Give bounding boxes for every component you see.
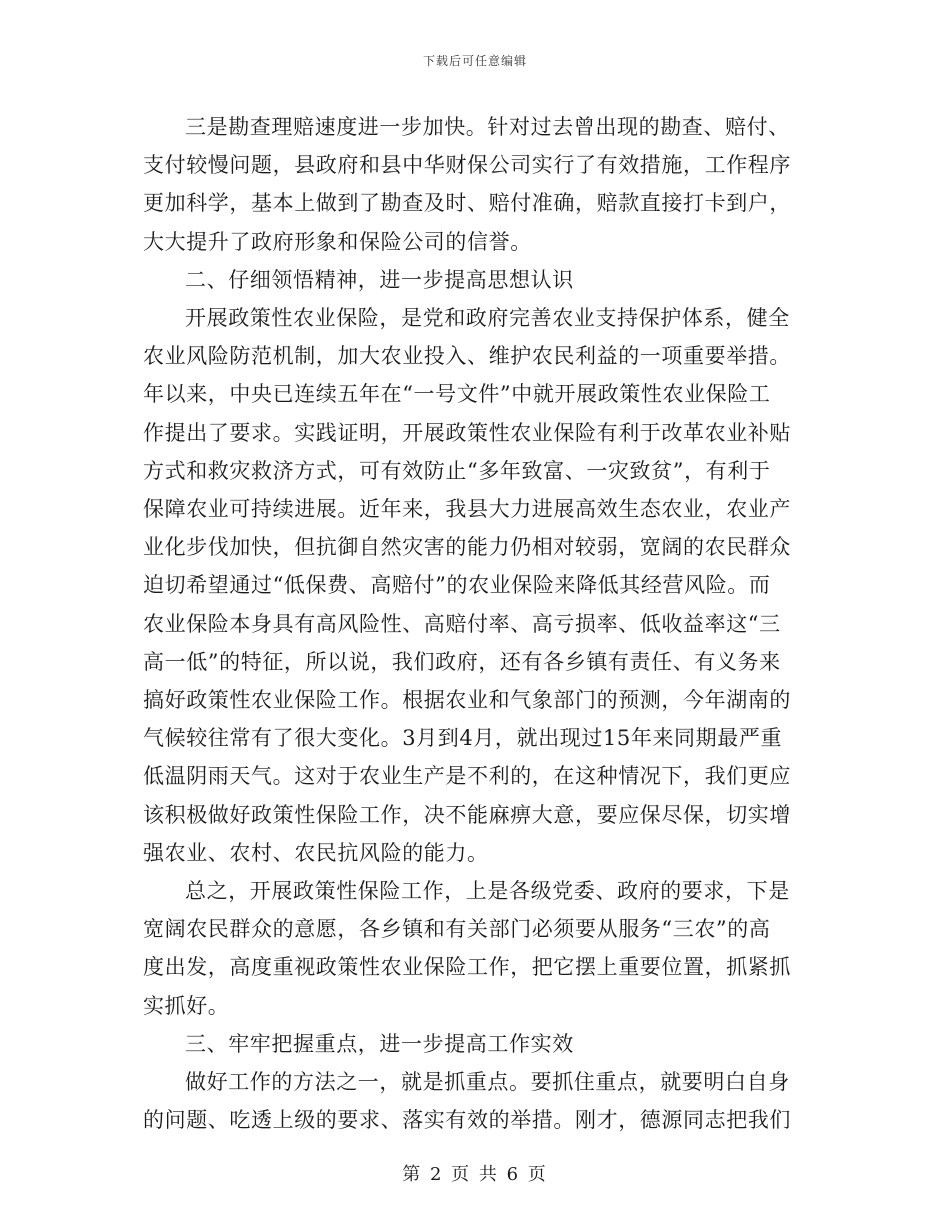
text-line: 支付较慢问题，县政府和县中华财保公司实行了有效措施，工作程序 [143,153,791,178]
text-line: 保障农业可持续进展。近年来，我县大力进展高效生态农业，农业产 [143,497,791,522]
document-body [143,108,803,1139]
text-line: 迫切希望通过“低保费、高赔付”的农业保险来降低其经营风险。而 [143,573,771,598]
text-line: 宽阔农民群众的意愿，各乡镇和有关部门必须要从服务“三农”的高 [143,917,771,942]
heading-text: 二、仔细领悟精神，进一步提高思想认识 [185,267,574,292]
text-line: 做好工作的方法之一，就是抓重点。要抓住重点，就要明白自身 [185,1070,790,1095]
text-line: 农业保险本身具有高风险性、高赔付率、高亏损率、低收益率这“三 [143,611,781,636]
text-line: 气候较往常有了很大变化。3月到4月，就出现过15年来同期最严重 [143,726,783,751]
text-line: 强农业、农村、农民抗风险的能力。 [143,840,489,865]
paragraph-summary [143,872,803,1025]
text-line: 该积极做好政策性保险工作，决不能麻痹大意，要应保尽保，切实增 [143,802,791,827]
section-heading-2 [143,261,803,299]
text-line: 高一低”的特征，所以说，我们政府，还有各乡镇有责任、有义务来 [143,649,781,674]
text-line: 的问题、吃透上级的要求、落实有效的举措。刚才，德源同志把我们 [143,1108,791,1133]
heading-text: 三、牢牢把握重点，进一步提高工作实效 [185,1031,574,1056]
text-line: 低温阴雨天气。这对于农业生产是不利的，在这种情况下，我们更应 [143,764,791,789]
text-line: 大大提升了政府形象和保险公司的信誉。 [143,229,532,254]
paragraph-policy-insurance [143,299,803,872]
text-line: 业化步伐加快，但抗御自然灾害的能力仍相对较弱，宽阔的农民群众 [143,535,791,560]
text-line: 度出发，高度重视政策性农业保险工作，把它摆上重要位置，抓紧抓 [143,955,791,980]
paragraph-key-points [143,1063,803,1139]
paragraph-claims-speed [143,108,803,261]
text-line: 年以来，中央已连续五年在“一号文件”中就开展政策性农业保险工 [143,382,771,407]
text-line: 作提出了要求。实践证明，开展政策性农业保险有利于改革农业补贴 [143,420,791,445]
text-line: 实抓好。 [143,993,230,1018]
text-line: 总之，开展政策性保险工作，上是各级党委、政府的要求，下是 [185,879,790,904]
page-header: 下载后可任意编辑 [422,54,527,68]
text-line: 开展政策性农业保险，是党和政府完善农业支持保护体系，健全 [185,306,790,331]
text-line: 农业风险防范机制，加大农业投入、维护农民利益的一项重要举措。 [143,344,791,369]
text-line: 更加科学，基本上做到了勘查及时、赔付准确，赔款直接打卡到户， [143,191,791,216]
page-number-footer: 第 2 页 共 6 页 [402,1164,548,1185]
text-line: 三是勘查理赔速度进一步加快。针对过去曾出现的勘查、赔付、 [185,115,790,139]
section-heading-3 [143,1025,803,1063]
text-line: 方式和救灾救济方式，可有效防止“多年致富、一灾致贫”，有利于 [143,458,771,483]
text-line: 搞好政策性农业保险工作。根据农业和气象部门的预测，今年湖南的 [143,688,791,713]
